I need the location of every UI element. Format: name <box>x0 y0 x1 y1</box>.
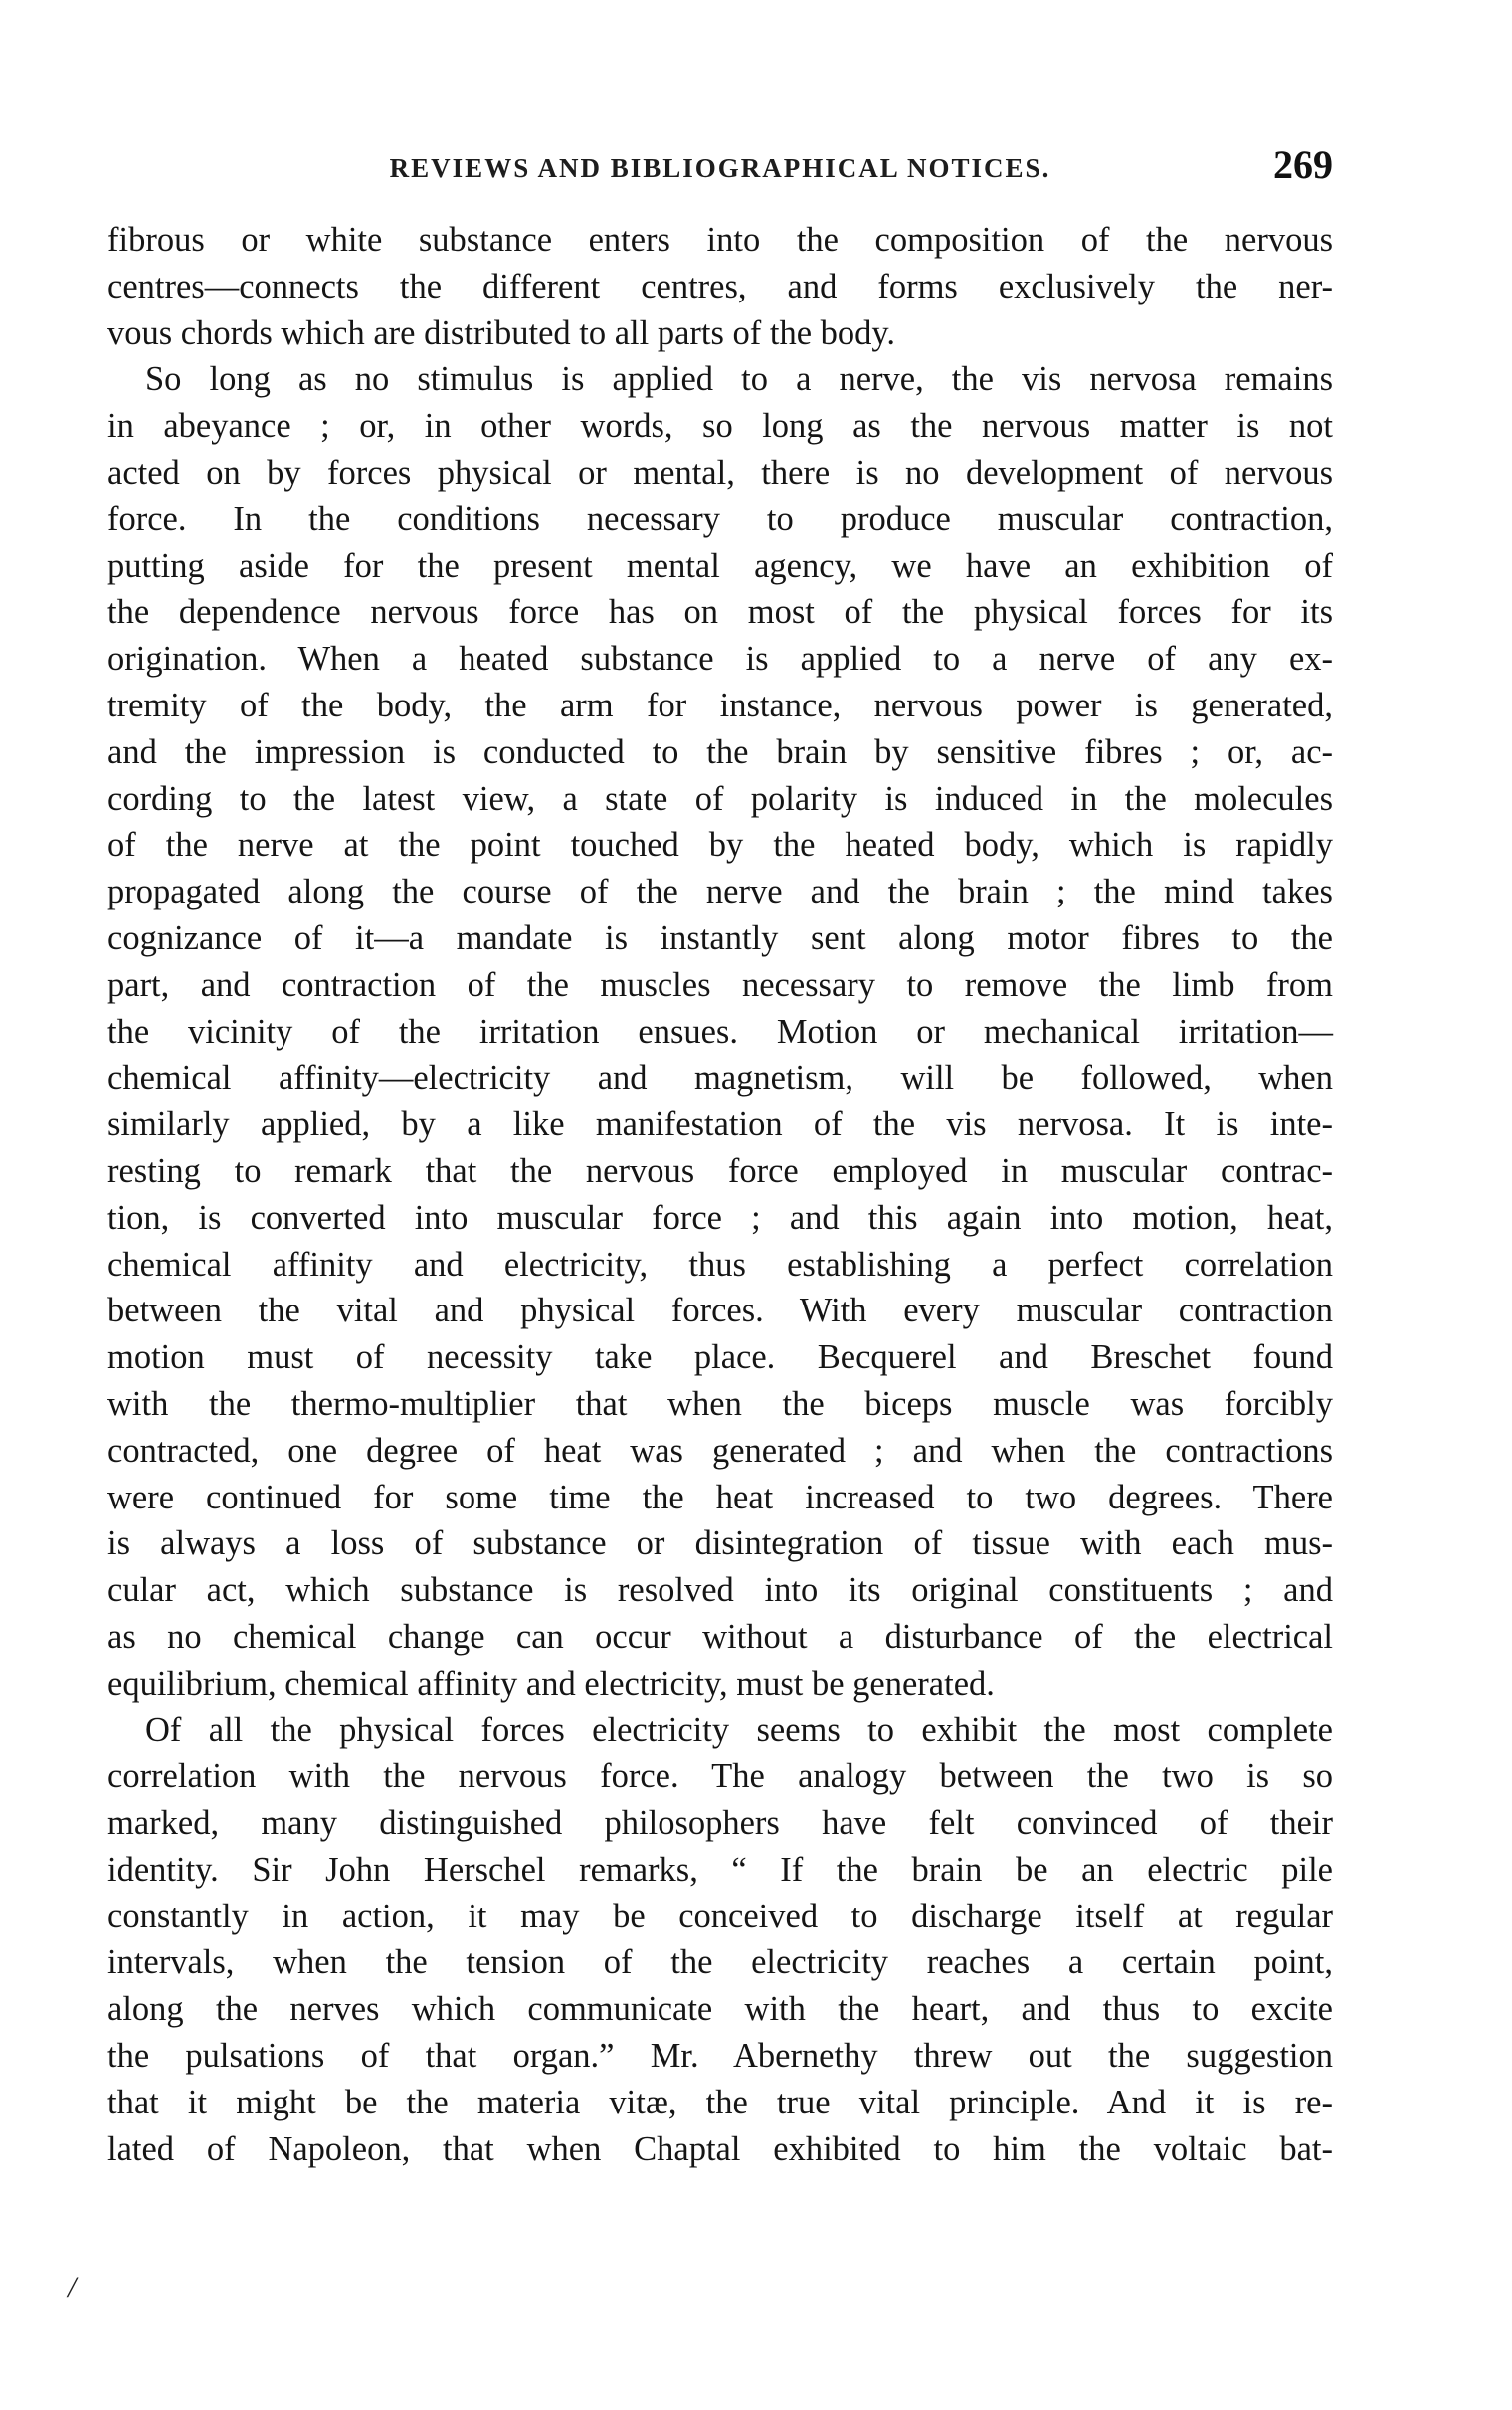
text-line: chemical affinity—electricity and magnetism, will be followed, when <box>107 1059 1333 1098</box>
text-line: force. In the conditions necessary to produce muscular contraction, <box>107 500 1333 538</box>
text-line: fibrous or white substance enters into the composition of the nervous <box>107 221 1333 259</box>
text-line: Of all the physical forces electricity seems to exhibit the most complete <box>145 1710 1333 1749</box>
text-line: that it might be the materia vitæ, the true vital principle. And it is re- <box>107 2083 1333 2121</box>
running-head <box>107 142 1333 203</box>
text-line: along the nerves which communicate with the heart, and thus to excite <box>107 1990 1333 2029</box>
text-line: lated of Napoleon, that when Chaptal exhibited to him the voltaic bat- <box>107 2129 1333 2168</box>
text-line: and the impression is conducted to the brain by sensitive fibres ; or, ac- <box>107 732 1333 771</box>
body-text <box>107 217 1333 2172</box>
text-line: part, and contraction of the muscles necessary to remove the limb from <box>107 965 1333 1004</box>
text-line: propagated along the course of the nerve and the brain ; the mind takes <box>107 873 1333 911</box>
text-line: in abeyance ; or, in other words, so long as the nervous matter is not <box>107 407 1333 446</box>
text-line: So long as no stimulus is applied to a nerve, the vis nervosa remains <box>145 360 1333 399</box>
margin-mark: / <box>68 2271 77 2304</box>
page-number: 269 <box>1273 142 1333 187</box>
text-line: vous chords which are distributed to all parts of the body. <box>107 313 896 352</box>
running-title: REVIEWS AND BIBLIOGRAPHICAL NOTICES. <box>389 153 1051 183</box>
text-line: constantly in action, it may be conceived to discharge itself at regular <box>107 1897 1333 1935</box>
text-line: chemical affinity and electricity, thus establishing a perfect correlation <box>107 1245 1333 1284</box>
text-line: motion must of necessity take place. Becquerel and Breschet found <box>107 1338 1333 1377</box>
text-line: were continued for some time the heat increased to two degrees. There <box>107 1478 1333 1516</box>
text-line: correlation with the nervous force. The analogy between the two is so <box>107 1757 1333 1796</box>
text-line: tremity of the body, the arm for instance, nervous power is generated, <box>107 686 1333 724</box>
text-line: is always a loss of substance or disintegration of tissue with each mus- <box>107 1524 1333 1563</box>
text-line: with the thermo-multiplier that when the biceps muscle was forcibly <box>107 1384 1333 1423</box>
text-line: centres—connects the different centres, and forms exclusively the ner- <box>107 267 1333 305</box>
text-line: between the vital and physical forces. With every muscular contraction <box>107 1292 1333 1330</box>
text-line: as no chemical change can occur without a disturbance of the electrical <box>107 1617 1333 1656</box>
text-line: marked, many distinguished philosophers have felt convinced of their <box>107 1804 1333 1843</box>
text-line: contracted, one degree of heat was generated ; and when the contractions <box>107 1431 1333 1470</box>
text-line: putting aside for the present mental agency, we have an exhibition of <box>107 546 1333 585</box>
text-line: the pulsations of that organ.” Mr. Abernethy threw out the suggestion <box>107 2037 1333 2076</box>
text-line: tion, is converted into muscular force ; and this again into motion, heat, <box>107 1198 1333 1237</box>
text-line: cular act, which substance is resolved into its original constituents ; and <box>107 1571 1333 1610</box>
text-line: the dependence nervous force has on most of the physical forces for its <box>107 593 1333 632</box>
text-line: intervals, when the tension of the electricity reaches a certain point, <box>107 1943 1333 1982</box>
text-line: equilibrium, chemical affinity and electricity, must be generated. <box>107 1664 995 1703</box>
text-line: cognizance of it—a mandate is instantly sent along motor fibres to the <box>107 918 1333 957</box>
text-line: cording to the latest view, a state of polarity is induced in the molecules <box>107 779 1333 818</box>
text-line: identity. Sir John Herschel remarks, “ If the brain be an electric pile <box>107 1850 1333 1889</box>
text-line: similarly applied, by a like manifestation of the vis nervosa. It is inte- <box>107 1105 1333 1144</box>
text-line: of the nerve at the point touched by the heated body, which is rapidly <box>107 826 1333 865</box>
text-line: the vicinity of the irritation ensues. Motion or mechanical irritation— <box>107 1012 1333 1051</box>
text-line: origination. When a heated substance is applied to a nerve of any ex- <box>107 640 1333 679</box>
text-line: resting to remark that the nervous force employed in muscular contrac- <box>107 1151 1333 1190</box>
text-line: acted on by forces physical or mental, there is no development of nervous <box>107 453 1333 492</box>
